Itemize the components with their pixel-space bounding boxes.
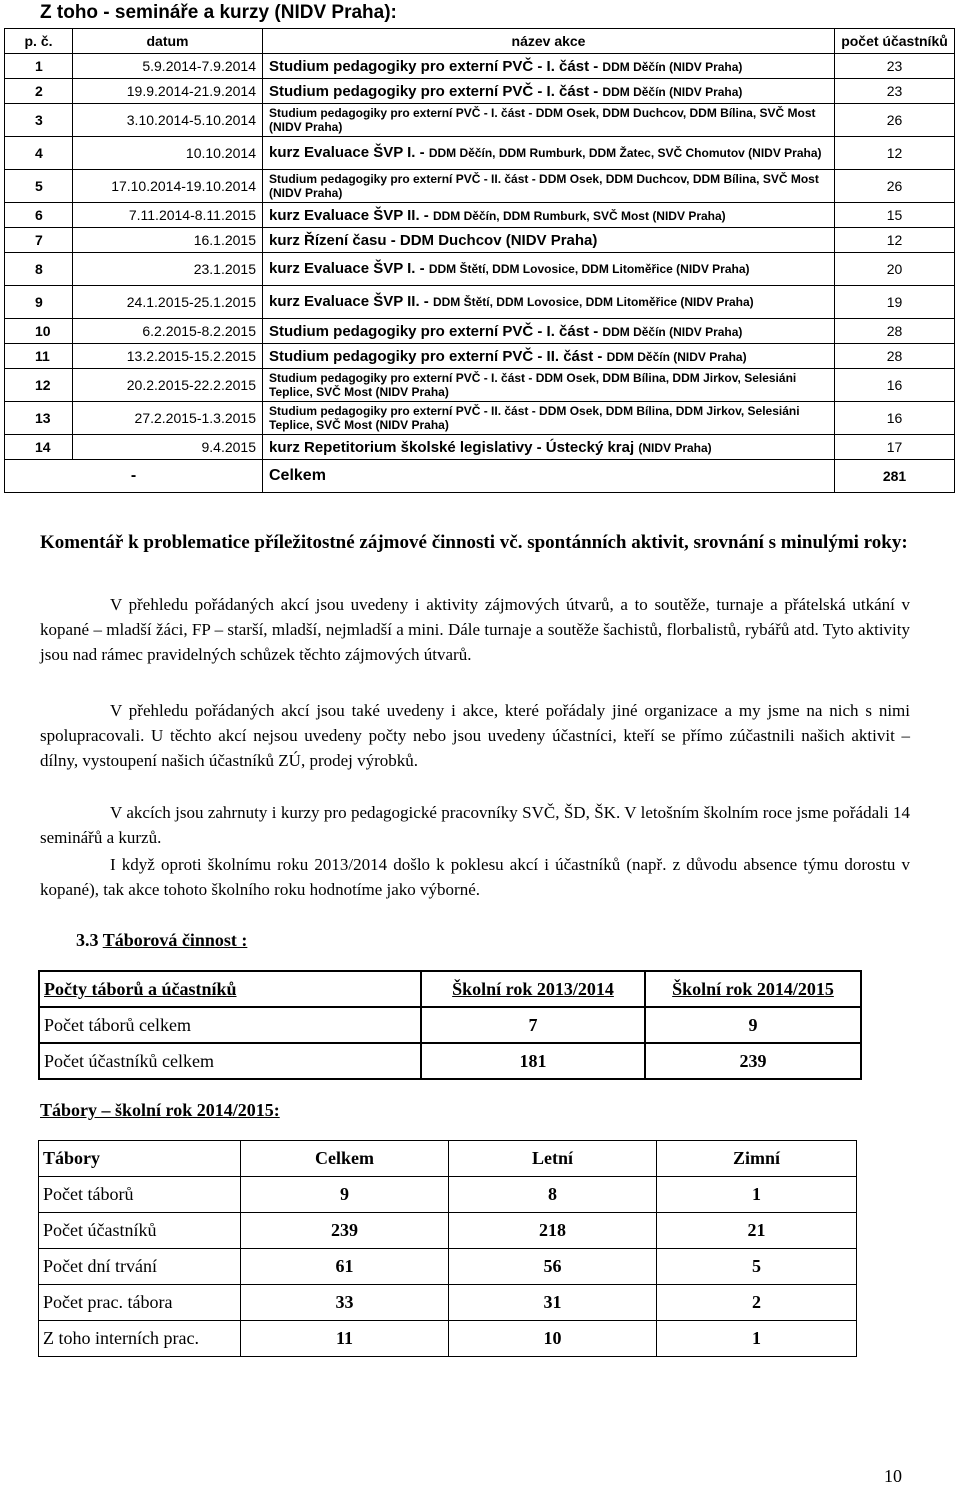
row-count: 26 (835, 104, 955, 137)
table-cell: Letní (449, 1141, 657, 1177)
row-event-name (263, 54, 835, 79)
row-date: 24.1.2015-25.1.2015 (73, 286, 263, 319)
row-date: 7.11.2014-8.11.2015 (73, 203, 263, 228)
row-event-name (263, 369, 835, 402)
table-row (39, 1043, 861, 1079)
event-name-main: kurz Evaluace ŠVP I. - (269, 260, 429, 277)
table-row (5, 137, 955, 170)
event-name-detail: DDM Děčín (NIDV Praha) (602, 59, 743, 74)
table-cell: 1 (657, 1177, 857, 1213)
table-cell: 56 (449, 1249, 657, 1285)
event-name-detail: DDM Štětí, DDM Lovosice, DDM Litoměřice (NIDV Praha) (428, 262, 750, 276)
table-cell: Tábory (39, 1141, 241, 1177)
section-title: Táborová činnost : (102, 930, 248, 950)
event-name-detail: DDM Děčín, DDM Rumburk, DDM Žatec, SVČ Chomutov (NIDV Praha) (428, 146, 822, 160)
table-row (39, 1285, 857, 1321)
total-row (5, 460, 955, 493)
row-number: 5 (5, 170, 73, 203)
row-event-name (263, 435, 835, 460)
event-name-detail: DDM Děčín (NIDV Praha) (602, 84, 743, 99)
row-date: 13.2.2015-15.2.2015 (73, 344, 263, 369)
table-header-row (39, 1141, 857, 1177)
row-date: 3.10.2014-5.10.2014 (73, 104, 263, 137)
event-name-main: kurz Evaluace ŠVP II. - (269, 206, 433, 224)
event-name-main: Studium pedagogiky pro externí PVČ - I. část - (269, 322, 603, 340)
camps-compare-table (38, 970, 862, 1080)
event-name-main: Studium pedagogiky pro externí PVČ - I. část - (269, 82, 603, 100)
row-count: 28 (835, 344, 955, 369)
total-label: Celkem (263, 460, 835, 493)
row-event-name (263, 170, 835, 203)
row-count: 17 (835, 435, 955, 460)
table-cell: 21 (657, 1213, 857, 1249)
table-row (5, 286, 955, 319)
header-name: název akce (263, 29, 835, 54)
header-count: počet účastníků (835, 29, 955, 54)
seminar-table-body (5, 54, 955, 493)
row-count: 23 (835, 79, 955, 104)
row-count: 23 (835, 54, 955, 79)
table-cell: 10 (449, 1321, 657, 1357)
seminar-header-row (5, 29, 955, 54)
commentary-paragraph: V přehledu pořádaných akcí jsou také uvedeny i akce, které pořádaly jiné organizace a my jsme na nich s nimi spolupracovali. U těchto akcí nejsou uvedeny počty nebo jsou uvedeny účastníci, kteří se přímo zúčastnili našich aktivit – dílny, vystoupení našich účastníků ZÚ, prodej výrobků. (40, 701, 910, 770)
event-name-main: Studium pedagogiky pro externí PVČ - II. část - (269, 347, 607, 365)
row-count: 12 (835, 137, 955, 170)
row-number: 10 (5, 319, 73, 344)
row-date: 17.10.2014-19.10.2014 (73, 170, 263, 203)
event-name-detail: Studium pedagogiky pro externí PVČ - II. část - DDM Osek, DDM Duchcov, DDM Bílina, SVČ Most (NIDV Praha) (269, 172, 819, 200)
table-cell: 9 (241, 1177, 449, 1213)
row-number: 9 (5, 286, 73, 319)
table-cell: 31 (449, 1285, 657, 1321)
row-event-name (263, 137, 835, 170)
row-event-name (263, 319, 835, 344)
table-cell: 11 (241, 1321, 449, 1357)
event-name-main: kurz Řízení času - DDM Duchcov (NIDV Praha) (269, 231, 598, 249)
table-row (5, 369, 955, 402)
row-date: 9.4.2015 (73, 435, 263, 460)
table-cell: Počet táborů (39, 1177, 241, 1213)
table-cell: Školní rok 2014/2015 (645, 971, 861, 1007)
row-date: 16.1.2015 (73, 228, 263, 253)
section-heading (76, 930, 247, 951)
event-name-detail: DDM Děčín, DDM Rumburk, SVČ Most (NIDV Praha) (432, 208, 726, 223)
table-cell: Počet účastníků (39, 1213, 241, 1249)
table-cell: 181 (421, 1043, 645, 1079)
row-number: 2 (5, 79, 73, 104)
table-cell: Z toho interních prac. (39, 1321, 241, 1357)
table-cell: Počty táborů a účastníků (39, 971, 421, 1007)
table-row (39, 1249, 857, 1285)
table-row (39, 1321, 857, 1357)
row-count: 20 (835, 253, 955, 286)
section-number: 3.3 (76, 930, 99, 950)
row-count: 12 (835, 228, 955, 253)
row-count: 28 (835, 319, 955, 344)
camps-detail-body (39, 1141, 857, 1357)
row-event-name (263, 79, 835, 104)
seminar-table (4, 28, 955, 493)
camps-heading: Tábory – školní rok 2014/2015: (40, 1100, 280, 1120)
row-count: 15 (835, 203, 955, 228)
row-count: 16 (835, 402, 955, 435)
table-cell: 9 (645, 1007, 861, 1043)
row-date: 23.1.2015 (73, 253, 263, 286)
event-name-detail: (NIDV Praha) (638, 440, 712, 455)
event-name-detail: Studium pedagogiky pro externí PVČ - II. část - DDM Osek, DDM Bílina, DDM Jirkov, Selesiáni Teplice, SVČ Most (NIDV Praha) (269, 404, 800, 432)
event-name-main: kurz Evaluace ŠVP I. - (269, 144, 429, 161)
commentary-heading: Komentář k problematice příležitostné zájmové činnosti vč. spontánních aktivit, srovnání s minulými roky: (40, 532, 908, 553)
row-date: 19.9.2014-21.9.2014 (73, 79, 263, 104)
row-number: 3 (5, 104, 73, 137)
commentary-paragraph: V akcích jsou zahrnuty i kurzy pro pedagogické pracovníky SVČ, ŠD, ŠK. V letošním školním roce jsme pořádali 14 seminářů a kurzů. (40, 803, 910, 847)
row-date: 6.2.2015-8.2.2015 (73, 319, 263, 344)
table-cell: 7 (421, 1007, 645, 1043)
table-row (5, 170, 955, 203)
table-cell: 1 (657, 1321, 857, 1357)
table-cell: 2 (657, 1285, 857, 1321)
row-number: 4 (5, 137, 73, 170)
table-cell: 8 (449, 1177, 657, 1213)
table-cell: Zimní (657, 1141, 857, 1177)
table-cell: 33 (241, 1285, 449, 1321)
table-cell: Počet prac. tábora (39, 1285, 241, 1321)
row-date: 10.10.2014 (73, 137, 263, 170)
table-row (39, 1007, 861, 1043)
row-number: 13 (5, 402, 73, 435)
row-date: 27.2.2015-1.3.2015 (73, 402, 263, 435)
table-cell: Počet táborů celkem (39, 1007, 421, 1043)
event-name-detail: Studium pedagogiky pro externí PVČ - I. část - DDM Osek, DDM Bílina, DDM Jirkov, Selesiáni Teplice, SVČ Most (NIDV Praha) (269, 371, 797, 399)
camps-detail-table (38, 1140, 857, 1357)
row-number: 8 (5, 253, 73, 286)
table-cell: Celkem (241, 1141, 449, 1177)
event-name-main: kurz Repetitorium školské legislativy - Ústecký kraj (269, 438, 639, 456)
event-name-main: Studium pedagogiky pro externí PVČ - I. část - (269, 57, 603, 75)
row-event-name (263, 203, 835, 228)
table-row (39, 1213, 857, 1249)
table-row (5, 54, 955, 79)
row-number: 1 (5, 54, 73, 79)
table-cell: Počet dní trvání (39, 1249, 241, 1285)
event-name-detail: Studium pedagogiky pro externí PVČ - I. část - DDM Osek, DDM Duchcov, DDM Bílina, SVČ Most (NIDV Praha) (269, 106, 816, 134)
page-number: 10 (884, 1466, 902, 1486)
table-row (5, 402, 955, 435)
row-number: 14 (5, 435, 73, 460)
table-row (5, 253, 955, 286)
row-date: 5.9.2014-7.9.2014 (73, 54, 263, 79)
table-cell: 5 (657, 1249, 857, 1285)
row-number: 7 (5, 228, 73, 253)
table-cell: 239 (241, 1213, 449, 1249)
table-row (39, 971, 861, 1007)
table-row (5, 319, 955, 344)
event-name-detail: DDM Děčín (NIDV Praha) (602, 324, 743, 339)
table-row (5, 203, 955, 228)
table-row (39, 1177, 857, 1213)
row-count: 19 (835, 286, 955, 319)
table-cell: Počet účastníků celkem (39, 1043, 421, 1079)
row-count: 26 (835, 170, 955, 203)
row-event-name (263, 402, 835, 435)
page-heading: Z toho - semináře a kurzy (NIDV Praha): (40, 2, 397, 23)
table-cell: 239 (645, 1043, 861, 1079)
table-row (5, 228, 955, 253)
row-event-name (263, 344, 835, 369)
event-name-main: kurz Evaluace ŠVP II. - (269, 293, 433, 310)
total-dash: - (5, 460, 263, 493)
table-row (5, 344, 955, 369)
row-count: 16 (835, 369, 955, 402)
table-row (5, 104, 955, 137)
commentary-paragraph: V přehledu pořádaných akcí jsou uvedeny i aktivity zájmových útvarů, a to soutěže, turnaje a přátelská utkání v kopané – mladší žáci, FP – starší, mladší, nejmladší a mini. Dále turnaje a soutěže šachistů, florbalistů, rybářů atd. Tyto aktivity jsou nad rámec pravidelných schůzek těchto zájmových útvarů. (40, 595, 910, 664)
table-row (5, 435, 955, 460)
header-date: datum (73, 29, 263, 54)
row-number: 12 (5, 369, 73, 402)
row-number: 6 (5, 203, 73, 228)
row-event-name (263, 286, 835, 319)
table-row (5, 79, 955, 104)
row-event-name (263, 104, 835, 137)
event-name-detail: DDM Děčín (NIDV Praha) (606, 349, 747, 364)
event-name-detail: DDM Štětí, DDM Lovosice, DDM Litoměřice (NIDV Praha) (432, 295, 754, 309)
row-event-name (263, 253, 835, 286)
row-date: 20.2.2015-22.2.2015 (73, 369, 263, 402)
table-cell: Školní rok 2013/2014 (421, 971, 645, 1007)
row-event-name (263, 228, 835, 253)
header-no: p. č. (5, 29, 73, 54)
total-count: 281 (835, 460, 955, 493)
commentary-paragraph: I když oproti školnímu roku 2013/2014 došlo k poklesu akcí i účastníků (např. z důvodu absence týmu dorostu v kopané), tak akce tohoto školního roku hodnotíme jako výborné. (40, 855, 910, 899)
table-cell: 61 (241, 1249, 449, 1285)
row-number: 11 (5, 344, 73, 369)
table-cell: 218 (449, 1213, 657, 1249)
